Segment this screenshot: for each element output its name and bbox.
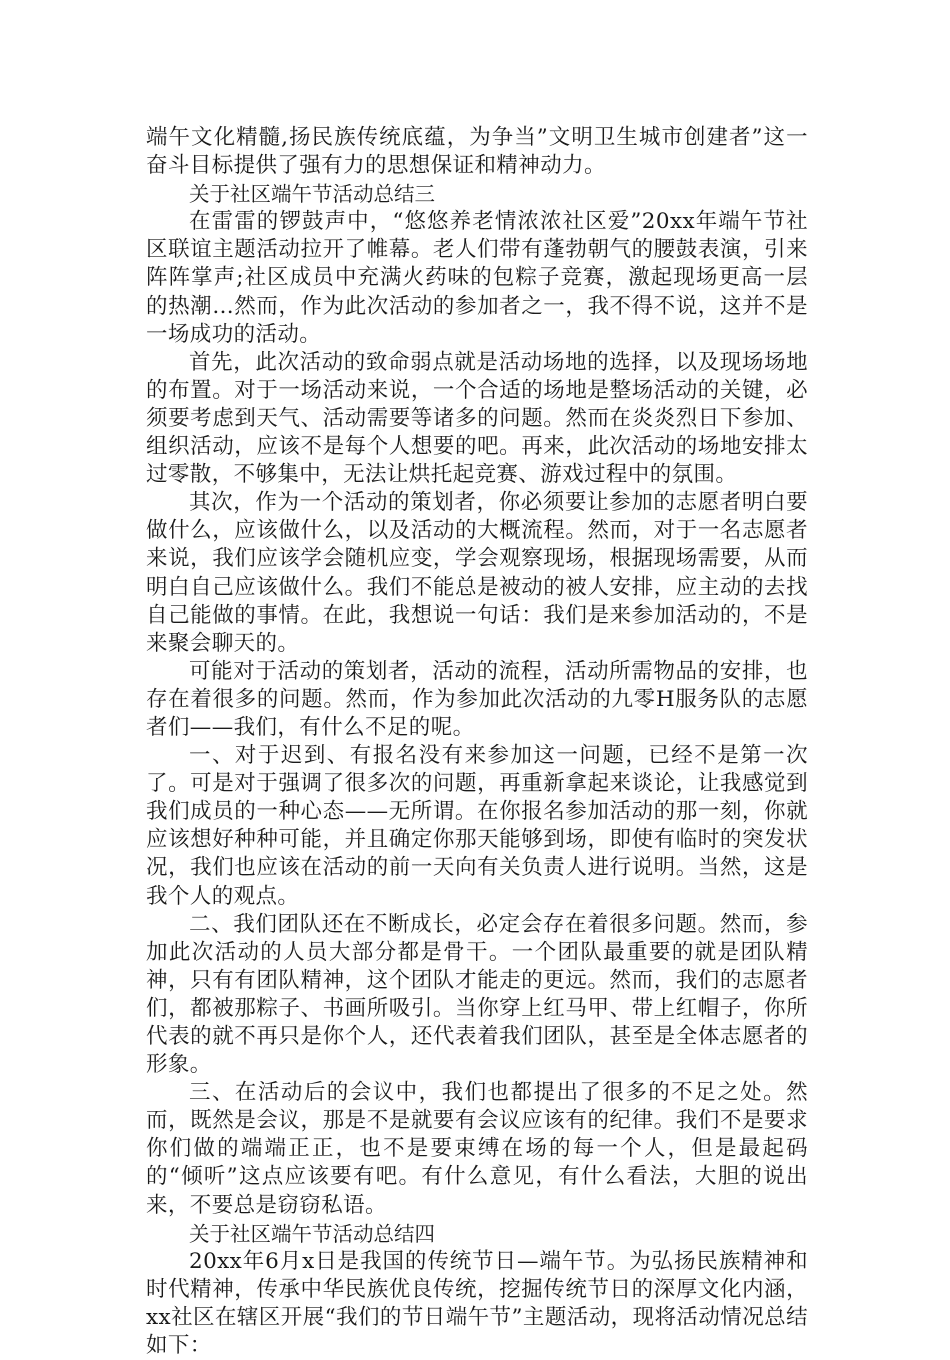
paragraph: 一、对于迟到、有报名没有来参加这一问题，已经不是第一次了。可是对于强调了很多次的问题，再重新拿起来谈论，让我感觉到我们成员的一种心态——无所谓。在你报名参加活动的那一刻，你就应该想好种种可能，并且确定你那天能够到场，即使有临时的突发状况，我们也应该在活动的前一天向有关负责人进行说明。当然，这是我个人的观点。 (146, 743, 808, 909)
paragraph: 其次，作为一个活动的策划者，你必须要让参加的志愿者明白要做什么，应该做什么，以及活动的大概流程。然而，对于一名志愿者来说，我们应该学会随机应变，学会观察现场，根据现场需要，从而明白自己应该做什么。我们不能总是被动的被人安排，应主动的去找自己能做的事情。在此，我想说一句话：我们是来参加活动的，不是来聚会聊天的。 (146, 490, 808, 656)
paragraph: 可能对于活动的策划者，活动的流程，活动所需物品的安排，也存在着很多的问题。然而，作为参加此次活动的九零H服务队的志愿者们——我们，有什么不足的呢。 (146, 658, 808, 740)
section-heading-3: 关于社区端午节活动总结三 (189, 182, 435, 207)
paragraph: 在雷雷的锣鼓声中，“悠悠养老情浓浓社区爱”20xx年端午节社区联谊主题活动拉开了帷幕。老人们带有蓬勃朝气的腰鼓表演，引来阵阵掌声;社区成员中充满火药味的包粽子竞赛，激起现场更高一层的热潮…然而，作为此次活动的参加者之一，我不得不说，这并不是一场成功的活动。 (146, 209, 808, 347)
paragraph: 二、我们团队还在不断成长，必定会存在着很多问题。然而，参加此次活动的人员大部分都是骨干。一个团队最重要的就是团队精神，只有有团队精神，这个团队才能走的更远。然而，我们的志愿者们，都被那粽子、书画所吸引。当你穿上红马甲、带上红帽子，你所代表的就不再只是你个人，还代表着我们团队，甚至是全体志愿者的形象。 (146, 911, 808, 1078)
paragraph: 20xx年6月x日是我国的传统节日—端午节。为弘扬民族精神和时代精神，传承中华民族优良传统，挖掘传统节日的深厚文化内涵，xx社区在辖区开展“我们的节日端午节”主题活动，现将活动情况总结如下： (146, 1248, 808, 1359)
paragraph: 三、在活动后的会议中，我们也都提出了很多的不足之处。然而，既然是会议，那是不是就要有会议应该有的纪律。我们不是要求你们做的端端正正，也不是要束缚在场的每一个人，但是最起码的“倾听”这点应该要有吧。有什么意见，有什么看法，大胆的说出来，不要总是窃窃私语。 (146, 1080, 808, 1218)
document-body (146, 124, 808, 1360)
section-heading-4: 关于社区端午节活动总结四 (189, 1221, 435, 1246)
paragraph-continuation: 端午文化精髓,扬民族传统底蕴，为争当”文明卫生城市创建者”这一奋斗目标提供了强有力的思想保证和精神动力。 (146, 125, 808, 179)
paragraph: 首先，此次活动的致命弱点就是活动场地的选择，以及现场场地的布置。对于一场活动来说，一个合适的场地是整场活动的关键，必须要考虑到天气、活动需要等诸多的问题。然而在炎炎烈日下参加、组织活动，应该不是每个人想要的吧。再来，此次活动的场地安排太过零散，不够集中，无法让烘托起竞赛、游戏过程中的氛围。 (146, 349, 808, 488)
